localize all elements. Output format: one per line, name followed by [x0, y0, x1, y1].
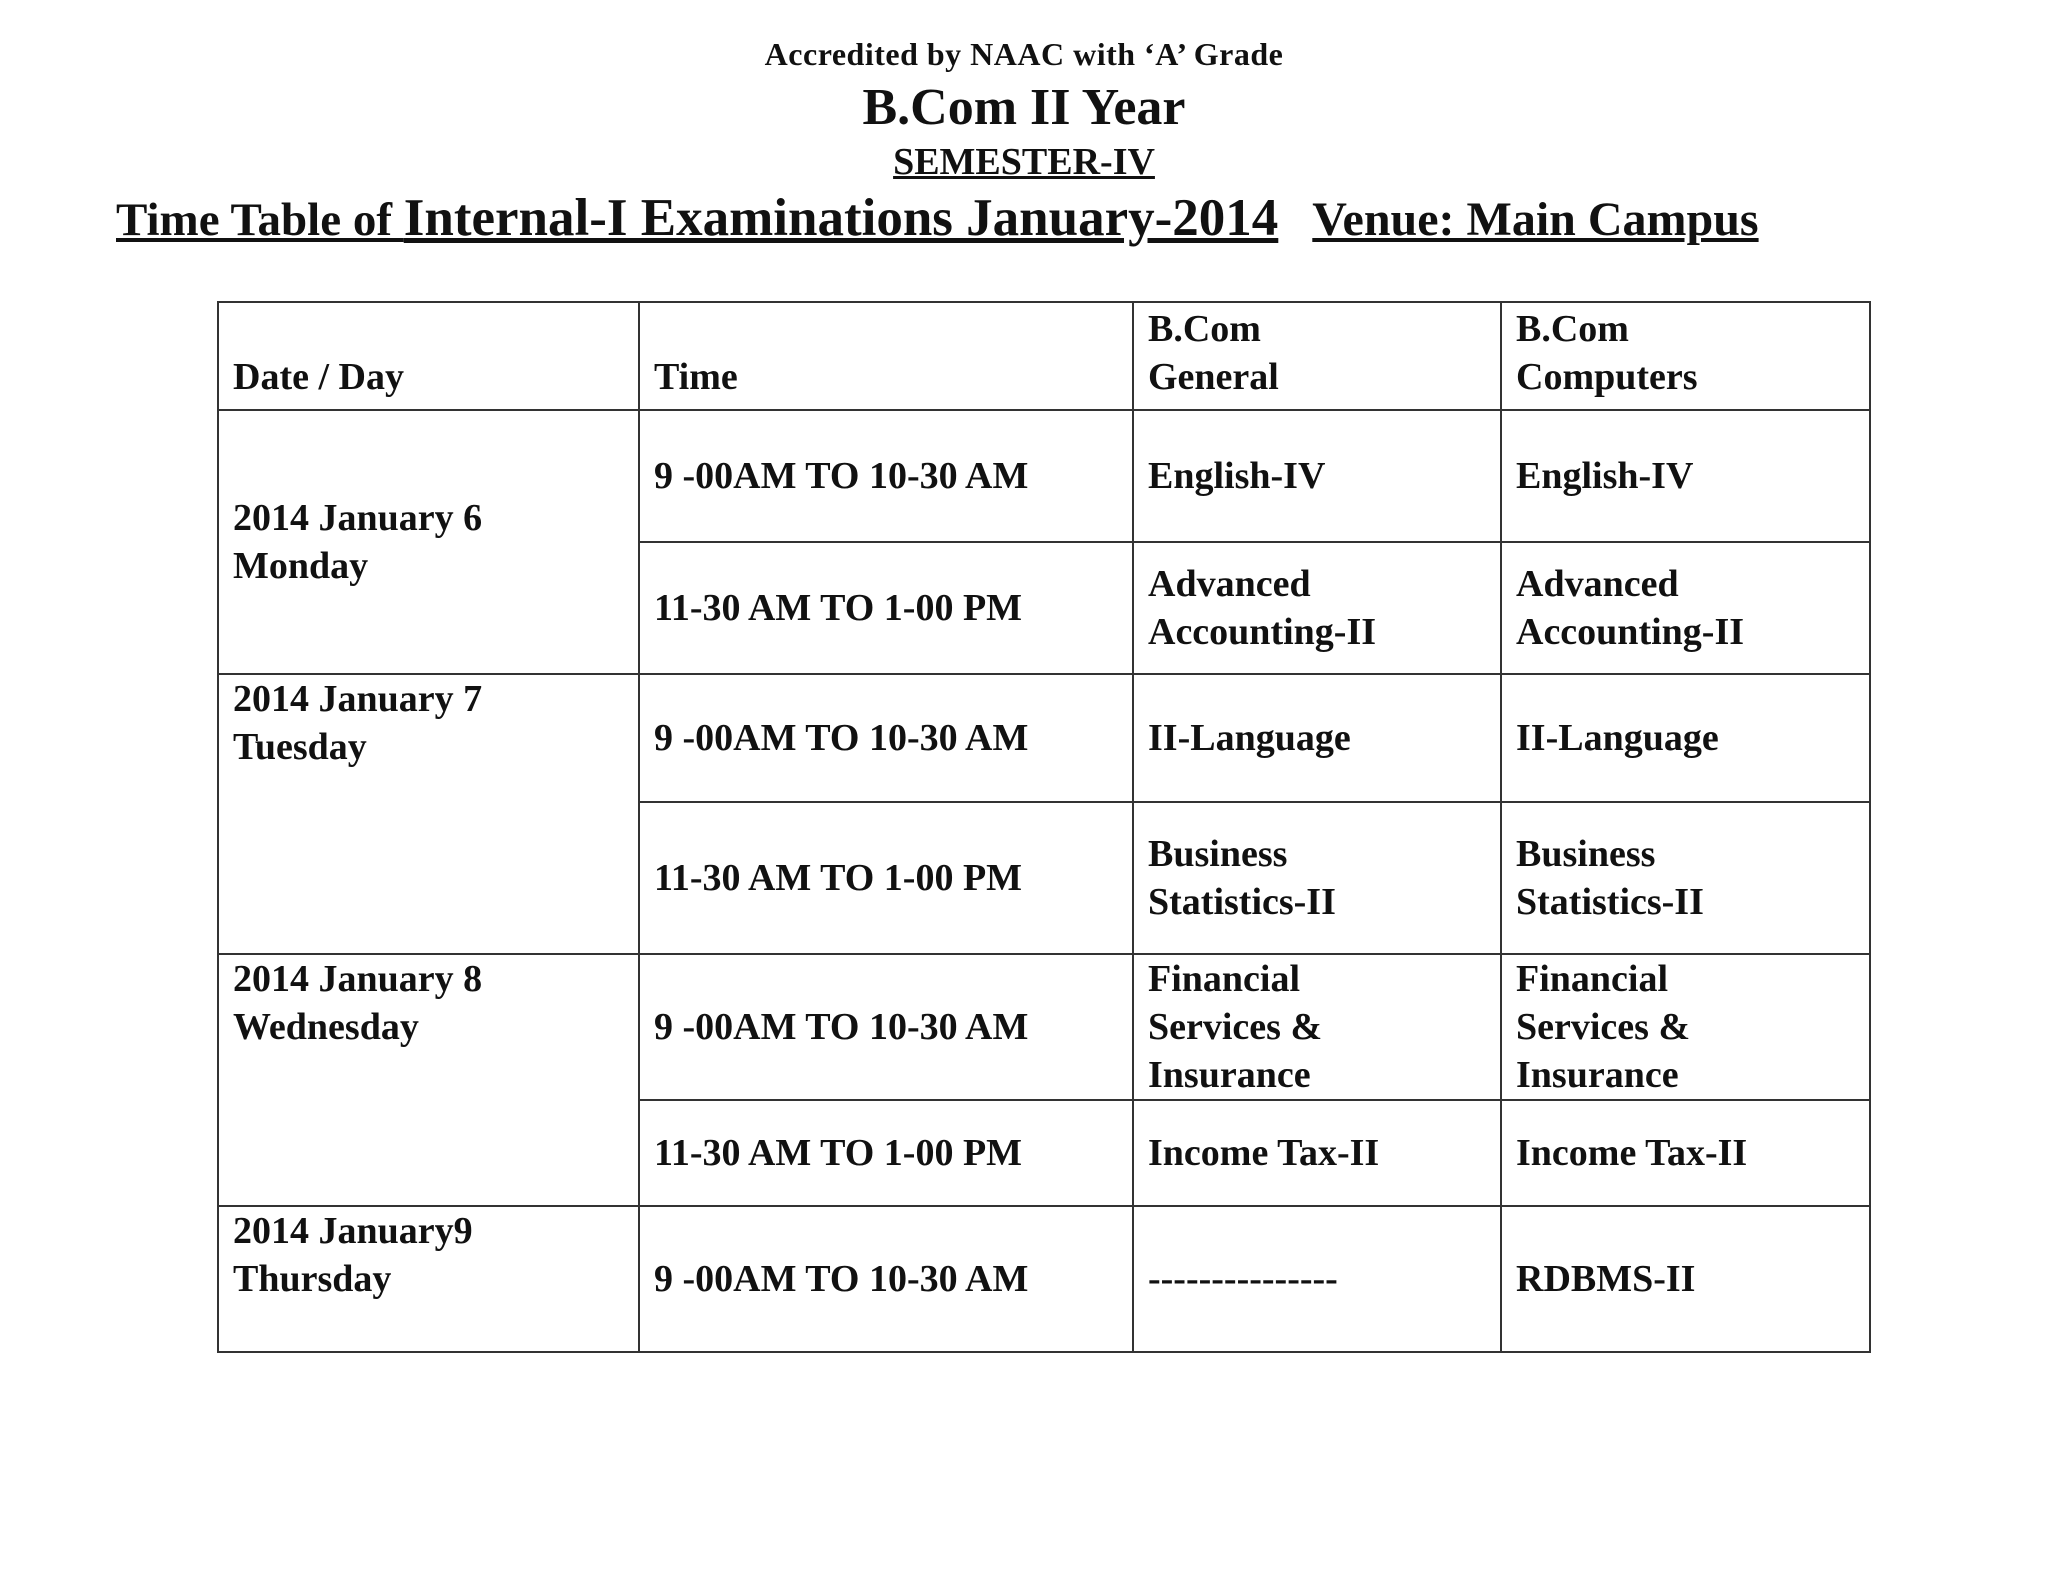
- timetable: [217, 301, 1871, 1353]
- column-header-general: B.Com General: [1133, 302, 1501, 410]
- subject-general-cell: Financial Services & Insurance: [1133, 954, 1501, 1100]
- time-cell: 11-30 AM TO 1-00 PM: [639, 1100, 1133, 1206]
- table-row: [218, 1206, 1870, 1352]
- date-cell: 2014 January 6 Monday: [218, 410, 639, 674]
- table-row: [218, 410, 1870, 542]
- subject-general-cell: Business Statistics-II: [1133, 802, 1501, 954]
- subject-general-cell: II-Language: [1133, 674, 1501, 802]
- subject-computers-cell: Business Statistics-II: [1501, 802, 1870, 954]
- title-prefix: Time Table of: [116, 194, 404, 246]
- time-cell: 11-30 AM TO 1-00 PM: [639, 802, 1133, 954]
- date-cell: 2014 January 8 Wednesday: [218, 954, 639, 1206]
- time-cell: 11-30 AM TO 1-00 PM: [639, 542, 1133, 674]
- table-row: [218, 954, 1870, 1100]
- subject-general-cell: Advanced Accounting-II: [1133, 542, 1501, 674]
- table-header-row: [218, 302, 1870, 410]
- title-exam-name: Internal-I Examinations January-2014: [403, 189, 1279, 247]
- subject-computers-cell: Financial Services & Insurance: [1501, 954, 1870, 1100]
- table-row: [218, 674, 1870, 802]
- semester-title: SEMESTER-IV: [893, 141, 1155, 183]
- time-cell: 9 -00AM TO 10-30 AM: [639, 674, 1133, 802]
- course-title: B.Com II Year: [862, 79, 1186, 136]
- timetable-title: [116, 188, 1936, 248]
- time-cell: 9 -00AM TO 10-30 AM: [639, 410, 1133, 542]
- subject-computers-cell: Advanced Accounting-II: [1501, 542, 1870, 674]
- date-cell: 2014 January9 Thursday: [218, 1206, 639, 1352]
- date-cell: 2014 January 7 Tuesday: [218, 674, 639, 954]
- subject-general-cell: English-IV: [1133, 410, 1501, 542]
- column-header-computers: B.Com Computers: [1501, 302, 1870, 410]
- subject-general-cell: Income Tax-II: [1133, 1100, 1501, 1206]
- time-cell: 9 -00AM TO 10-30 AM: [639, 1206, 1133, 1352]
- column-header-date: Date / Day: [218, 302, 639, 410]
- subject-general-cell: ---------------: [1133, 1206, 1501, 1352]
- venue-label: Venue: Main Campus: [1312, 193, 1759, 246]
- accreditation-line: Accredited by NAAC with ‘A’ Grade: [764, 36, 1284, 72]
- subject-computers-cell: RDBMS-II: [1501, 1206, 1870, 1352]
- subject-computers-cell: Income Tax-II: [1501, 1100, 1870, 1206]
- subject-computers-cell: English-IV: [1501, 410, 1870, 542]
- time-cell: 9 -00AM TO 10-30 AM: [639, 954, 1133, 1100]
- subject-computers-cell: II-Language: [1501, 674, 1870, 802]
- column-header-time: Time: [639, 302, 1133, 410]
